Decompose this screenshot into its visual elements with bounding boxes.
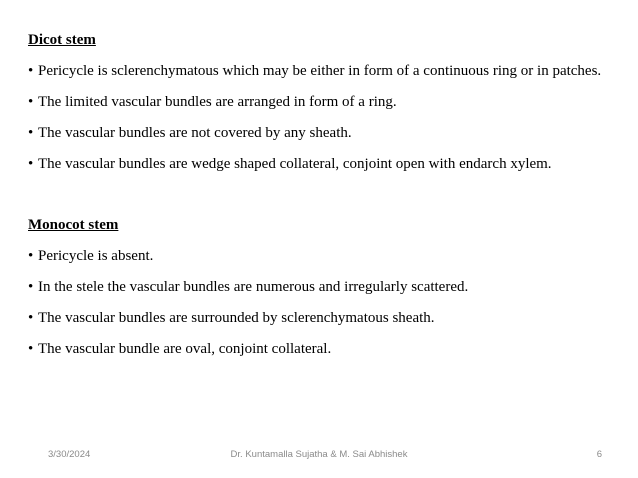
- footer-author: Dr. Kuntamalla Sujatha & M. Sai Abhishek: [230, 449, 408, 460]
- bullet-mark: •: [28, 279, 34, 295]
- bullet-item: [28, 276, 618, 298]
- bullet-item: [28, 245, 618, 267]
- bullet-text: The vascular bundle are oval, conjoint collateral.: [38, 341, 332, 357]
- bullet-mark: •: [28, 248, 34, 264]
- bullet-text: The limited vascular bundles are arranged in form of a ring.: [38, 94, 397, 110]
- bullet-mark: •: [28, 94, 34, 110]
- bullet-text: The vascular bundles are wedge shaped collateral, conjoint open with endarch xylem.: [38, 156, 552, 172]
- bullet-text: Pericycle is absent.: [38, 248, 154, 264]
- bullet-mark: •: [28, 125, 34, 141]
- bullet-item: [28, 307, 618, 329]
- section-heading: Monocot stem: [28, 217, 119, 233]
- slide-content: [28, 30, 618, 369]
- footer-date: 3/30/2024: [48, 449, 91, 460]
- bullet-item: [28, 60, 618, 82]
- section-spacer: [28, 184, 618, 215]
- bullet-item: [28, 122, 618, 144]
- section-monocot-stem: [28, 215, 618, 360]
- bullet-item: [28, 91, 618, 113]
- page-number: 6: [596, 449, 602, 460]
- bullet-text: The vascular bundles are surrounded by sclerenchymatous sheath.: [38, 310, 435, 326]
- section-heading: Dicot stem: [28, 32, 96, 48]
- bullet-mark: •: [28, 341, 34, 357]
- bullet-text: In the stele the vascular bundles are numerous and irregularly scattered.: [38, 279, 469, 295]
- bullet-text: The vascular bundles are not covered by any sheath.: [38, 125, 352, 141]
- bullet-mark: •: [28, 156, 34, 172]
- bullet-mark: •: [28, 310, 34, 326]
- bullet-item: [28, 338, 618, 360]
- bullet-text: Pericycle is sclerenchymatous which may be either in form of a continuous ring or in patches.: [38, 63, 602, 79]
- bullet-item: [28, 153, 618, 175]
- section-dicot-stem: [28, 30, 618, 175]
- bullet-mark: •: [28, 63, 34, 79]
- slide-footer: [0, 449, 638, 465]
